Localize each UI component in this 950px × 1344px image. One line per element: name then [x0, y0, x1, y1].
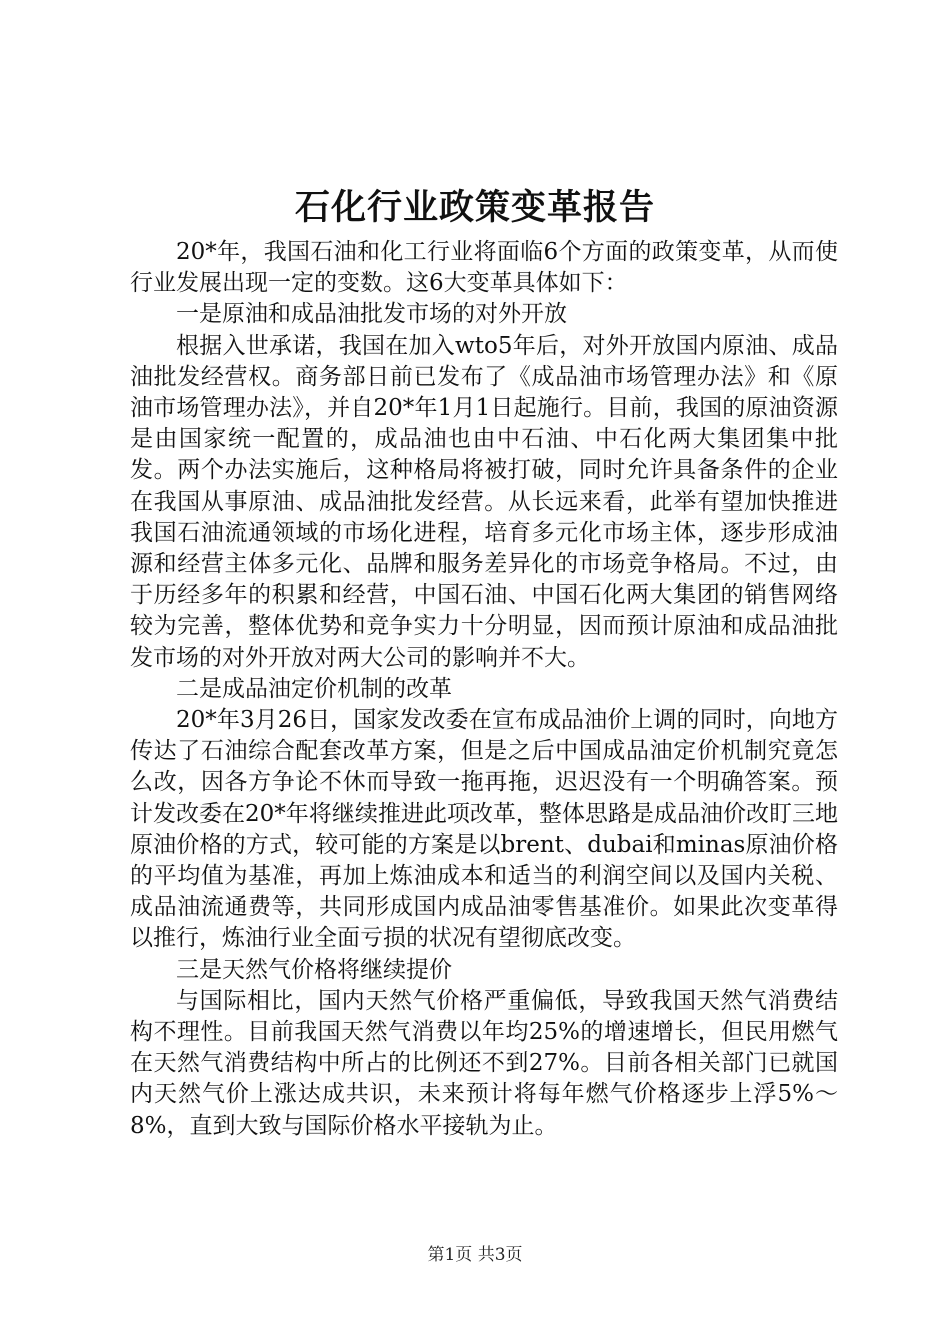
intro-paragraph: 20*年，我国石油和化工行业将面临6个方面的政策变革，从而使行业发展出现一定的变数。这6大变革具体如下： — [130, 239, 838, 297]
document-body — [130, 237, 838, 1142]
section-paragraph-1: 根据入世承诺，我国在加入wto5年后，对外开放国内原油、成品油批发经营权。商务部日前已发布了《成品油市场管理办法》和《原油市场管理办法》，并自20*年1月1日起施行。目前，我国的原油资源是由国家统一配置的，成品油也由中石油、中石化两大集团集中批发。两个办法实施后，这种格局将被打破，同时允许具备条件的企业在我国从事原油、成品油批发经营。从长远来看，此举有望加快推进我国石油流通领域的市场化进程，培育多元化市场主体，逐步形成油源和经营主体多元化、品牌和服务差异化的市场竞争格局。不过，由于历经多年的积累和经营，中国石油、中国石化两大集团的销售网络较为完善，整体优势和竞争实力十分明显，因而预计原油和成品油批发市场的对外开放对两大公司的影响并不大。 — [130, 332, 838, 671]
section-heading-1: 一是原油和成品油批发市场的对外开放 — [176, 301, 567, 328]
document-title: 石化行业政策变革报告 — [294, 187, 655, 228]
section-heading-2: 二是成品油定价机制的改革 — [176, 675, 452, 702]
section-paragraph-2: 20*年3月26日，国家发改委在宣布成品油价上调的同时，向地方传达了石油综合配套改革方案，但是之后中国成品油定价机制究竟怎么改，因各方争论不休而导致一拖再拖，迟迟没有一个明确答案。预计发改委在20*年将继续推进此项改革，整体思路是成品油价改盯三地原油价格的方式，较可能的方案是以brent、dubai和minas原油价格的平均值为基准，再加上炼油成本和适当的利润空间以及国内关税、成品油流通费等，共同形成国内成品油零售基准价。如果此次变革得以推行，炼油行业全面亏损的状况有望彻底改变。 — [130, 707, 838, 952]
page-footer: 第1页 共3页 — [427, 1245, 523, 1265]
section-heading-3: 三是天然气价格将继续提价 — [176, 956, 452, 983]
section-paragraph-3: 与国际相比，国内天然气价格严重偏低，导致我国天然气消费结构不理性。目前我国天然气消费以年均25%的增速增长，但民用燃气在天然气消费结构中所占的比例还不到27%。目前各相关部门已就国内天然气价上涨达成共识，未来预计将每年燃气价格逐步上浮5%～8%，直到大致与国际价格水平接轨为止。 — [130, 987, 838, 1139]
